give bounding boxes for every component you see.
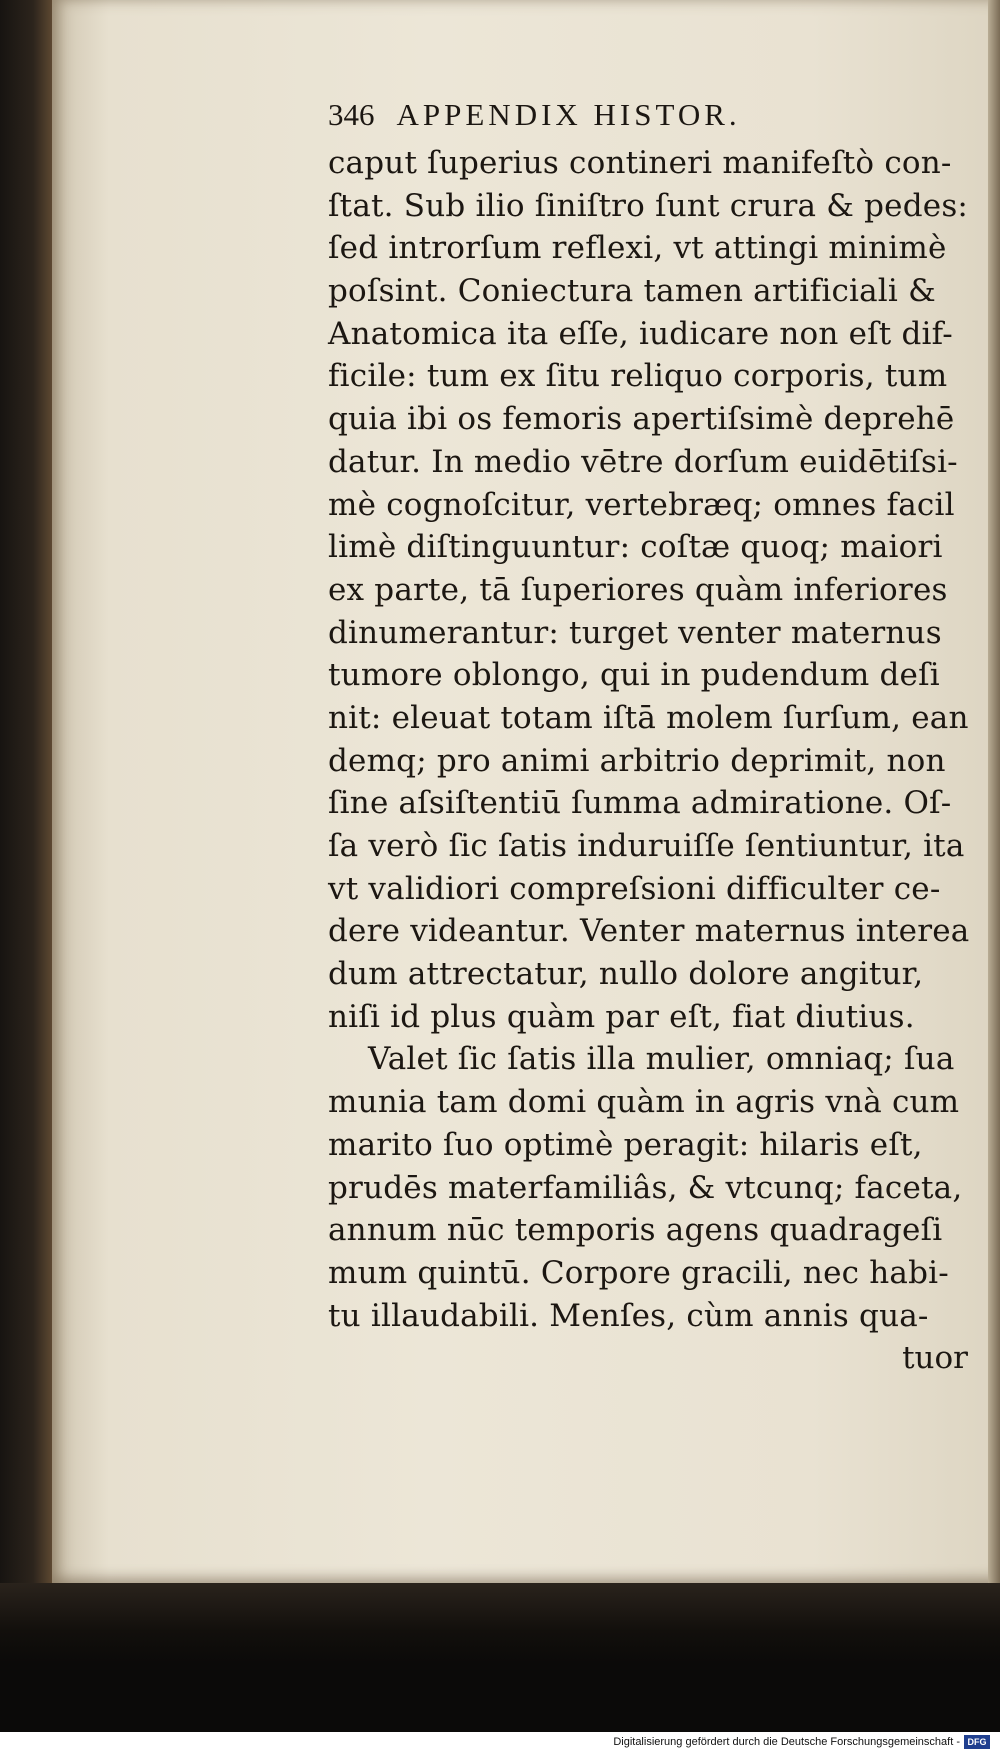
text-line: nit: eleuat totam iſtā molem ſurſum, ean (328, 699, 969, 736)
text-line: ſa verò ſic ſatis induruiſſe ſentiuntur, ita (328, 828, 965, 864)
text-line: limè diſtinguuntur: coſtæ quoq; maiori (328, 529, 943, 566)
text-line: ſed introrſum reflexi, vt attingi minimè (328, 230, 947, 267)
text-line: datur. In medio vētre dorſum euidētiſsi- (328, 443, 958, 480)
catchword: tuor (902, 1340, 968, 1377)
text-line: ſine aſsiſtentiū ſumma admiratione. Oſ- (328, 785, 952, 822)
text-line: demq; pro animi arbitrio deprimit, non (328, 742, 946, 779)
text-line: annum nūc temporis agens quadrageſi (328, 1212, 943, 1249)
text-line: ex parte, tā ſuperiores quàm inferiores (328, 571, 948, 608)
text-line: vt validiori compreſsioni difficulter ce- (328, 870, 941, 907)
text-line: Valet ſic ſatis illa mulier, omniaq; ſua (368, 1041, 955, 1078)
running-head: APPENDIX HISTOR. (396, 97, 741, 132)
text-block (328, 88, 968, 1380)
page-header (328, 88, 968, 142)
text-line: mum quintū. Corpore gracili, nec habi- (328, 1254, 949, 1291)
text-line: dinumerantur: turget venter maternus (328, 614, 942, 651)
body-text (328, 142, 968, 1337)
text-line: Anatomica ita eſſe, iudicare non eſt dif- (328, 315, 953, 352)
bottom-shadow (0, 1583, 1000, 1663)
text-line: niſi id plus quàm par eſt, fiat diutius. (328, 998, 915, 1035)
dfg-logo-icon: DFG (964, 1735, 990, 1749)
text-line: tumore oblongo, qui in pudendum deſi (328, 657, 940, 694)
text-line: poſsint. Coniectura tamen artificiali & (328, 273, 936, 310)
text-line: dum attrectatur, nullo dolore angitur, (328, 956, 924, 993)
text-line: munia tam domi quàm in agris vnà cum (328, 1084, 960, 1121)
book-binding-edge (0, 0, 60, 1600)
page-edge-shadow (988, 0, 1000, 1583)
page-number: 346 (328, 97, 375, 132)
footer-credit: Digitalisierung gefördert durch die Deutsche Forschungsgemeinschaft - (613, 1736, 960, 1748)
text-line: marito ſuo optimè peragit: hilaris eſt, (328, 1126, 923, 1163)
text-line: caput ſuperius contineri manifeſtò con- (328, 145, 952, 181)
text-line: ſtat. Sub ilio ſiniſtro ſunt crura & pedes: (328, 187, 969, 224)
text-line: dere videantur. Venter maternus interea (328, 913, 970, 950)
text-line: prudēs materfamiliâs, & vtcunq; faceta, (328, 1169, 963, 1206)
text-line: mè cognoſcitur, vertebræq; omnes facil (328, 486, 955, 523)
text-line: ficile: tum ex ſitu reliquo corporis, tum (328, 358, 948, 395)
text-line: tu illaudabili. Menſes, cùm annis qua- (328, 1297, 929, 1334)
text-line: quia ibi os femoris apertiſsimè deprehē (328, 401, 955, 438)
